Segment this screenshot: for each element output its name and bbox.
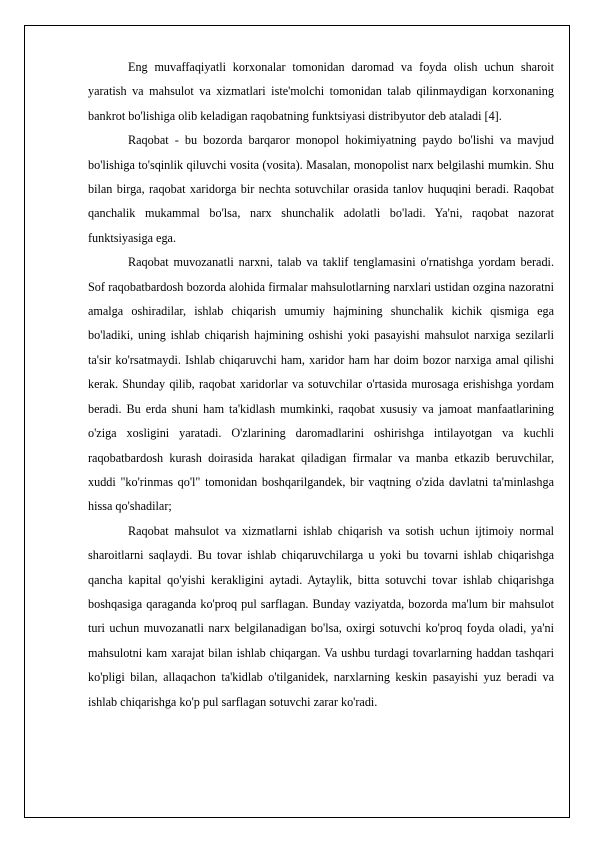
paragraph-4: Raqobat mahsulot va xizmatlarni ishlab chiqarish va sotish uchun ijtimoiy normal sharoitlarni saqlaydi. Bu tovar ishlab chiqaruvchilarga u yoki bu tovarni ishlab chiqarishga qancha kapital qo'yishi kerakligini aytadi. Aytaylik, bitta sotuvchi tovar ishlab chiqarishga boshqasiga qaraganda ko'proq pul sarflagan. Bunday vaziyatda, bozorda ma'lum bir mahsulot turi uchun muvozanatli narx belgilanadigan bo'lsa, oxirgi sotuvchi ko'proq foyda oladi, ya'ni mahsulotni kam xarajat bilan ishlab chiqargan. Va ushbu turdagi tovarlarning haddan tashqari ko'pligi bilan, allaqachon ta'kidlab o'tilganidek, narxlarning keskin pasayishi yuz beradi va ishlab chiqarishga ko'p pul sarflagan sotuvchi zarar ko'radi.	[88, 523, 554, 709]
paragraph-1: Eng muvaffaqiyatli korxonalar tomonidan daromad va foyda olish uchun sharoit yaratish va mahsulot va xizmatlari iste'molchi tomonidan talab qilinmaydigan korxonaning bankrot bo'lishiga olib keladigan raqobatning funktsiyasi distribyutor deb ataladi [4].	[88, 60, 554, 123]
paragraph-3: Raqobat muvozanatli narxni, talab va taklif tenglamasini o'rnatishga yordam beradi. Sof raqobatbardosh bozorda alohida firmalar mahsulotlarning narxlari ustidan ozgina nazoratni amalga oshiradilar, ishlab chiqarish umumiy hajmining shunchalik kichik qismiga ega bo'ladiki, uning ishlab chiqarish hajmining oshishi yoki pasayishi mahsulot narxiga sezilarli ta'sir ko'rsatmaydi. Ishlab chiqaruvchi ham, xaridor ham har doim bozor narxiga amal qilishi kerak. Shunday qilib, raqobat xaridorlar va sotuvchilar o'rtasida murosaga erishishga yordam beradi. Bu erda shuni ham ta'kidlash mumkinki, raqobat xususiy va jamoat manfaatlarining o'ziga xosligini yaratadi. O'zlarining daromadlarini oshirishga intilayotgan va kuchli raqobatbardosh kurash doirasida harakat qiladigan firmalar va manba etkazib beruvchilar, xuddi "ko'rinmas qo'l" tomonidan boshqarilgandek, bir vaqtning o'zida davlatni ta'minlashga hissa qo'shadilar;	[88, 255, 554, 514]
document-body	[88, 55, 554, 714]
paragraph-2: Raqobat - bu bozorda barqaror monopol hokimiyatning paydo bo'lishi va mavjud bo'lishiga to'sqinlik qiluvchi vosita (vosita). Masalan, monopolist narx belgilashi mumkin. Shu bilan birga, raqobat xaridorga bir nechta sotuvchilar orasida tanlov huquqini beradi. Raqobat qanchalik mukammal bo'lsa, narx shunchalik adolatli bo'ladi. Ya'ni, raqobat nazorat funktsiyasiga ega.	[88, 133, 554, 245]
